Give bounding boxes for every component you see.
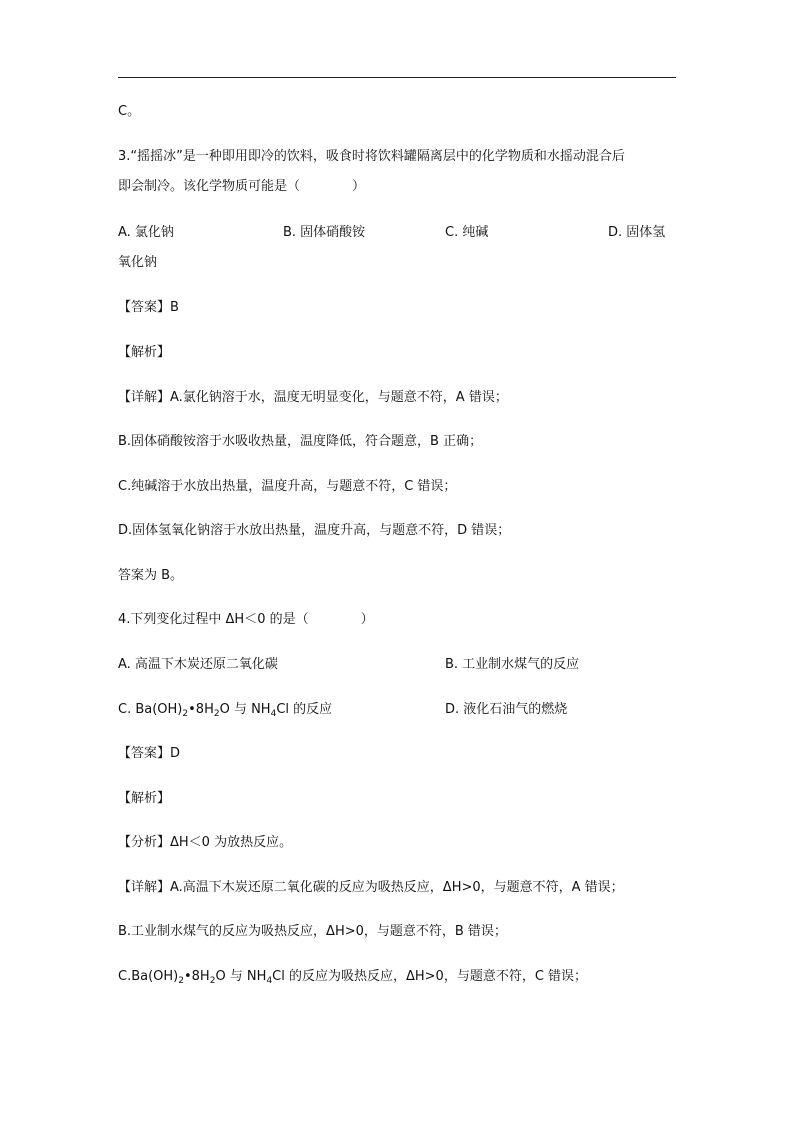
- q3-stem-line1: 3.“摇摇冰”是一种即用即冷的饮料，吸食时将饮料罐隔离层中的化学物质和水摇动混合后: [118, 149, 625, 164]
- q4-detail-c-part: O 与 NH: [215, 969, 267, 984]
- q3-answer: 【答案】B: [118, 300, 179, 315]
- q4-fenxi: 【分析】ΔH＜0 为放热反应。: [118, 835, 293, 850]
- subscript: 2: [182, 709, 189, 719]
- q4-analysis-heading: 【解析】: [118, 791, 171, 806]
- q4-option-d: D. 液化石油气的燃烧: [445, 702, 568, 717]
- q2-answer-tail: C。: [118, 104, 141, 119]
- q3-detail-d: D.固体氢氧化钠溶于水放出热量，温度升高，与题意不符，D 错误；: [118, 523, 511, 538]
- q3-option-b: B. 固体硝酸铵: [283, 225, 366, 240]
- q4-detail-c-part: •8H: [183, 969, 210, 984]
- q3-option-d: D. 固体氢: [608, 225, 666, 240]
- q3-option-d-continued: 氧化钠: [118, 255, 158, 270]
- subscript: 4: [266, 976, 273, 986]
- q4-option-c-part: C. Ba(OH): [118, 702, 183, 717]
- subscript: 2: [213, 709, 220, 719]
- subscript: 2: [209, 976, 216, 986]
- q3-detail-a: 【详解】A.氯化钠溶于水，温度无明显变化，与题意不符，A 错误；: [118, 390, 508, 405]
- q4-detail-a: 【详解】A.高温下木炭还原二氧化碳的反应为吸热反应，ΔH>0，与题意不符，A 错误；: [118, 880, 624, 895]
- q3-detail-b: B.固体硝酸铵溶于水吸收热量，温度降低，符合题意，B 正确；: [118, 434, 483, 449]
- q4-detail-b: B.工业制水煤气的反应为吸热反应，ΔH>0，与题意不符，B 错误；: [118, 924, 507, 939]
- q4-option-c-part: •8H: [188, 702, 214, 717]
- q4-detail-c-part: Cl 的反应为吸热反应，ΔH>0，与题意不符，C 错误；: [272, 969, 588, 984]
- subscript: 2: [178, 976, 184, 986]
- q3-stem-line2: 即会制冷。该化学物质可能是（ ）: [118, 179, 366, 194]
- q4-option-c-part: Cl 的反应: [276, 702, 333, 717]
- q3-conclusion: 答案为 B。: [118, 568, 184, 583]
- q4-answer: 【答案】D: [118, 746, 181, 761]
- q4-detail-c-part: C.Ba(OH): [118, 969, 179, 984]
- q4-option-c: [118, 701, 332, 719]
- q4-detail-c: [118, 968, 587, 986]
- q4-stem: 4.下列变化过程中 ΔH＜0 的是（ ）: [118, 612, 374, 627]
- q4-option-b: B. 工业制水煤气的反应: [445, 657, 580, 672]
- q3-analysis-heading: 【解析】: [118, 345, 171, 360]
- q3-option-c: C. 纯碱: [445, 225, 489, 240]
- q4-option-c-part: O 与 NH: [219, 702, 271, 717]
- q3-detail-c: C.纯碱溶于水放出热量，温度升高，与题意不符，C 错误；: [118, 479, 457, 494]
- q3-option-a: A. 氯化钠: [118, 225, 174, 240]
- q4-option-a: A. 高温下木炭还原二氧化碳: [118, 657, 278, 672]
- header-rule: [118, 77, 676, 78]
- subscript: 4: [270, 709, 277, 719]
